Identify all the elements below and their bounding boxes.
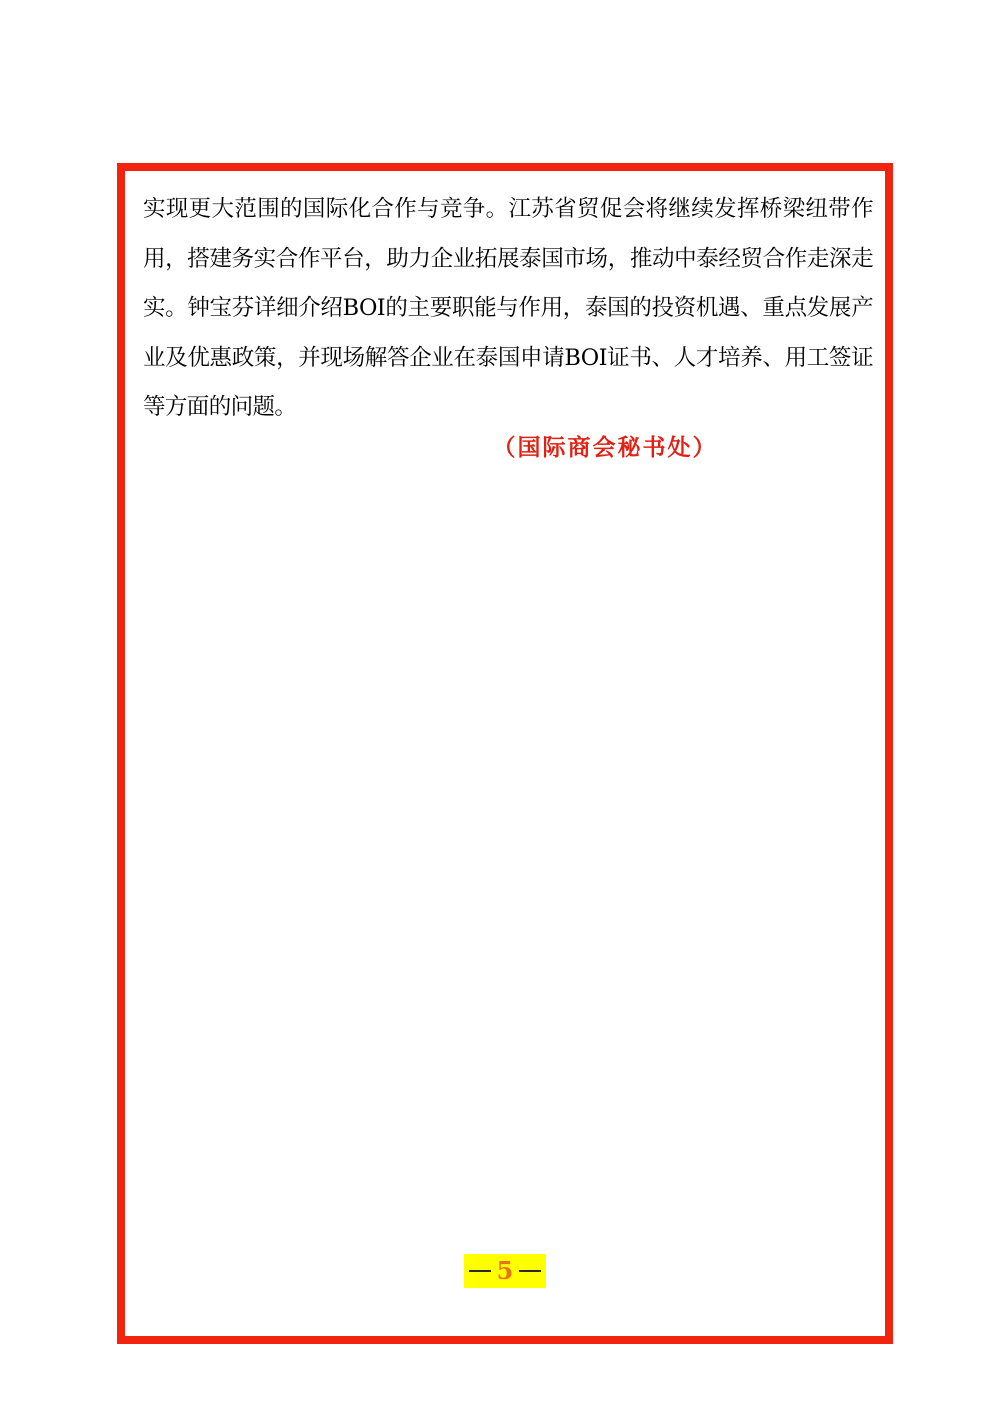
page-border-frame <box>117 163 893 1344</box>
page-number-dash-right <box>519 1270 541 1272</box>
signature-line: （国际商会秘书处） <box>492 434 718 461</box>
page-number-badge <box>464 1254 546 1288</box>
page-number-dash-left <box>469 1270 491 1272</box>
page-number: 5 <box>496 1256 514 1285</box>
body-paragraph: 实现更大范围的国际化合作与竞争。江苏省贸促会将继续发挥桥梁纽带作用，搭建务实合作平台，助力企业拓展泰国市场，推动中泰经贸合作走深走实。钟宝芬详细介绍BOI的主要职能与作用，泰国的投资机遇、重点发展产业及优惠政策，并现场解答企业在泰国申请BOI证书、人才培养、用工签证等方面的问题。 <box>143 196 873 420</box>
